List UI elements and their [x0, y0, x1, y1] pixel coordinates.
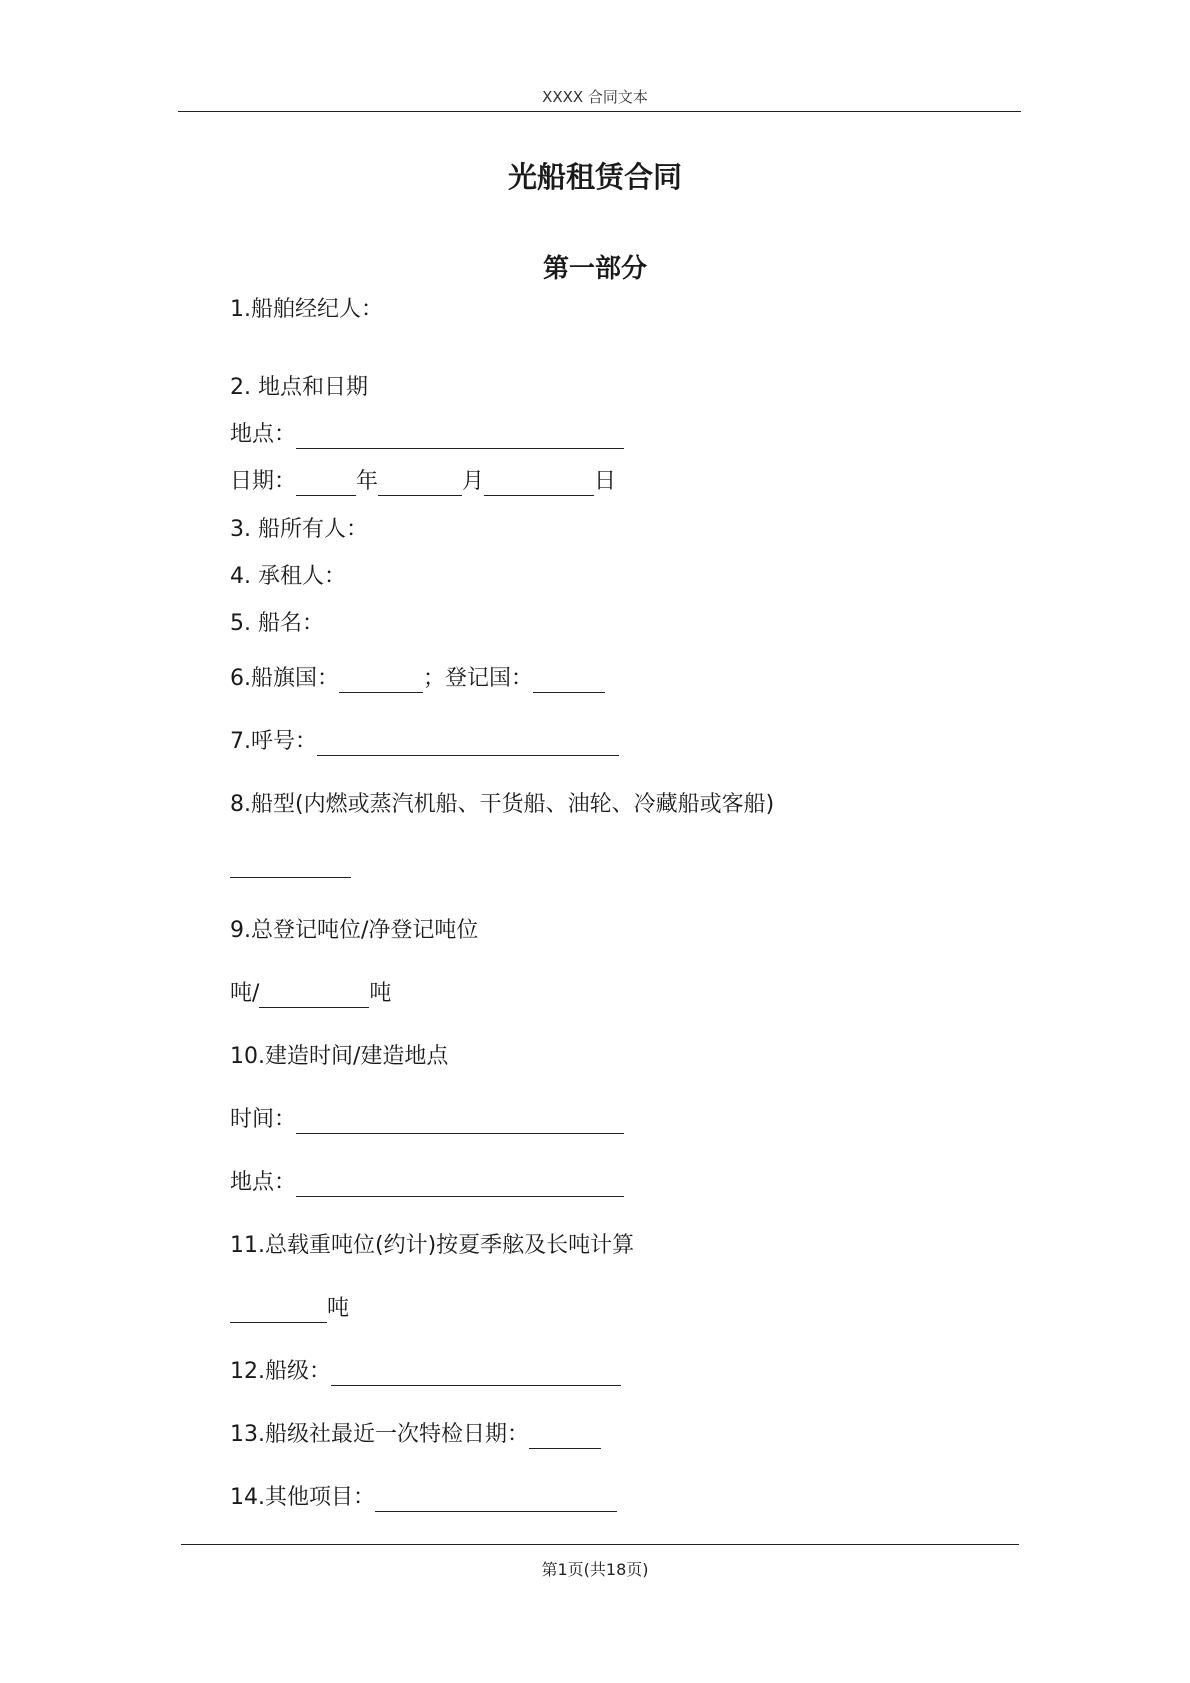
year-label: 年 [356, 469, 379, 494]
item-label: 10.建造时间/建造地点 [230, 1044, 449, 1069]
place-blank[interactable] [296, 424, 624, 449]
registry-label: ；登记国： [423, 666, 534, 691]
deadweight-row [230, 1294, 349, 1324]
built-time-blank[interactable] [296, 1109, 624, 1134]
class-blank[interactable] [331, 1361, 621, 1386]
item-place-date [230, 373, 368, 403]
item-built [230, 1042, 448, 1072]
built-time-label: 时间： [230, 1107, 297, 1132]
tonnage-row [230, 979, 391, 1009]
date-label: 日期： [230, 469, 297, 494]
other-label: 14.其他项目： [230, 1485, 375, 1510]
item-label: 5. 船名： [230, 611, 324, 636]
deadweight-blank[interactable] [230, 1298, 327, 1323]
item-class [230, 1357, 621, 1387]
ship-type-blank-row [230, 853, 351, 879]
item-survey [230, 1420, 601, 1450]
tonnage-unit-1: 吨/ [230, 981, 260, 1006]
built-place-label: 地点： [230, 1170, 297, 1195]
item-label: 3. 船所有人： [230, 517, 368, 542]
item-ship-name [230, 609, 324, 639]
item-broker [230, 295, 383, 325]
item-label: 11.总载重吨位(约计)按夏季舷及长吨计算 [230, 1233, 635, 1258]
item-tonnage [230, 916, 478, 946]
month-label: 月 [462, 469, 485, 494]
flag-label: 6.船旗国： [230, 666, 339, 691]
built-place-row [230, 1168, 624, 1198]
item-label: 4. 承租人： [230, 564, 346, 589]
day-blank[interactable] [484, 471, 594, 496]
year-blank[interactable] [296, 471, 356, 496]
item-label: 9.总登记吨位/净登记吨位 [230, 918, 479, 943]
survey-label: 13.船级社最近一次特检日期： [230, 1422, 529, 1447]
place-row [230, 420, 624, 450]
call-sign-label: 7.呼号： [230, 729, 317, 754]
built-place-blank[interactable] [296, 1172, 624, 1197]
call-sign-blank[interactable] [317, 731, 619, 756]
flag-blank[interactable] [339, 668, 423, 693]
day-label: 日 [594, 469, 617, 494]
item-ship-type [230, 790, 774, 820]
date-row [230, 467, 616, 497]
item-call-sign [230, 727, 619, 757]
tonnage-unit-2: 吨 [369, 981, 392, 1006]
other-blank[interactable] [375, 1487, 617, 1512]
item-label: 2. 地点和日期 [230, 375, 368, 400]
net-tonnage-blank[interactable] [259, 983, 369, 1008]
item-label: 8.船型(内燃或蒸汽机船、干货船、油轮、冷藏船或客船) [230, 792, 775, 817]
month-blank[interactable] [378, 471, 462, 496]
deadweight-unit: 吨 [327, 1296, 350, 1321]
ship-type-blank[interactable] [230, 853, 351, 878]
item-charterer [230, 562, 346, 592]
document-title: 光船租赁合同 [507, 160, 682, 194]
built-time-row [230, 1105, 624, 1135]
page-header: XXXX 合同文本 [542, 88, 648, 106]
page-footer: 第1页(共18页) [541, 1560, 649, 1579]
item-owner [230, 515, 368, 545]
survey-blank[interactable] [529, 1424, 601, 1449]
class-label: 12.船级： [230, 1359, 331, 1384]
part-title: 第一部分 [542, 254, 647, 284]
place-label: 地点： [230, 422, 297, 447]
item-flag-registry [230, 664, 605, 694]
footer-rule [181, 1544, 1019, 1545]
registry-blank[interactable] [533, 668, 605, 693]
item-deadweight [230, 1231, 634, 1261]
item-other [230, 1483, 617, 1513]
item-label: 1.船舶经纪人： [230, 297, 383, 322]
header-rule [178, 111, 1021, 112]
